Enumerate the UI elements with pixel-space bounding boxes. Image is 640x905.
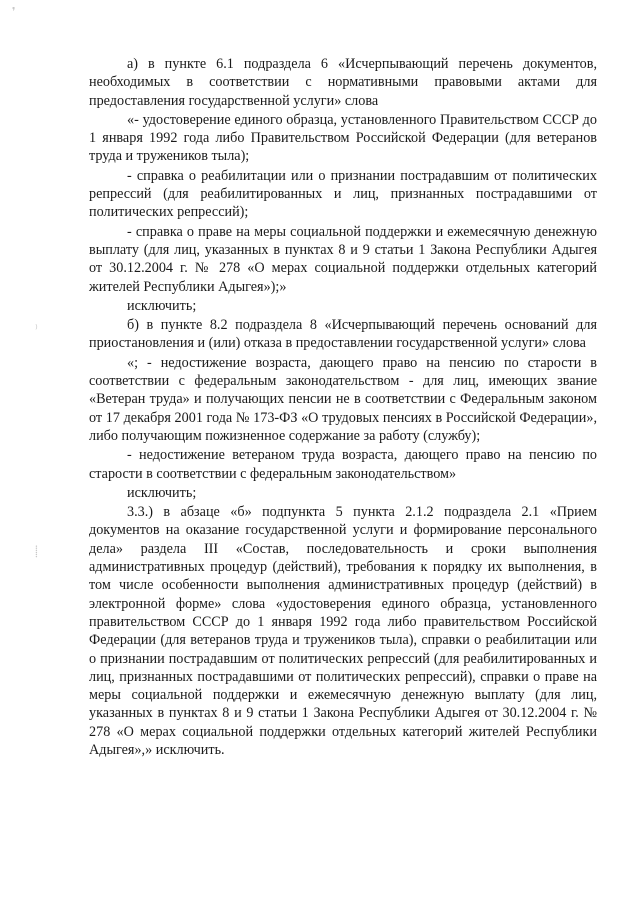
paragraph-social-support: - справка о праве на меры социальной поддержки и ежемесячную денежную выплату (для лиц, указанных в пунктах 8 и 9 статьи 1 Закона Республики Адыгея от 30.12.2004 г. № 278 «О мерах социальной поддержки отдельных категорий жителей Республики Адыгея»);»	[89, 223, 597, 295]
paragraph-exclude-1: исключить;	[127, 297, 197, 314]
paragraph-a: а) в пункте 6.1 подраздела 6 «Исчерпывающий перечень документов, необходимых в соответствии с нормативными правовыми актами для предоставления государственной услуги» слова	[89, 56, 597, 109]
scan-mark: ❜	[12, 5, 16, 18]
scan-mark: ⸽	[35, 545, 38, 558]
paragraph-age-requirement: «; - недостижение возраста, дающего право на пенсию по старости в соответствии с федеральным законодательством - для лиц, имеющих звание «Ветеран труда» и получающих пенсии не в соответствии с Федеральным законом от 17 декабря 2001 года № 173-ФЗ «О трудовых пенсиях в Российской Федерации», либо получающим пожизненное содержание за работу (службу);	[89, 354, 597, 444]
paragraph-exclude-2: исключить;	[127, 484, 197, 501]
document-body	[89, 55, 597, 759]
paragraph-3-3: 3.3.) в абзаце «б» подпункта 5 пункта 2.1.2 подраздела 2.1 «Прием документов на оказание государственной услуги и формирование персонального дела» раздела III «Состав, последовательность и сроки выполнения административных процедур (действий), требования к порядку их выполнения, в том числе особенности выполнения административных процедур (действий) в электронной форме» слова «удостоверения единого образца, установленного правительством СССР до 1 января 1992 года либо правительством Российской Федерации (для ветеранов труда и тружеников тыла), справки о реабилитации или о признании пострадавшим от политических репрессий (для реабилитированных и лиц, признанных пострадавшими от политических репрессий), справки о праве на меры социальной поддержки и ежемесячную денежную выплату (для лиц, указанных в пунктах 8 и 9 статьи 1 Закона Республики Адыгея от 30.12.2004 г. № 278 «О мерах социальной поддержки отдельных категорий жителей Республики Адыгея»,» исключить.	[89, 504, 597, 758]
paragraph-veteran-age: - недостижение ветераном труда возраста, дающего право на пенсию по старости в соответствии с федеральным законодательством»	[89, 447, 597, 482]
paragraph-quote-certificate: «- удостоверение единого образца, установленного Правительством СССР до 1 января 1992 года либо Правительством Российской Федерации (для ветеранов труда и тружеников тыла);	[89, 111, 597, 165]
paragraph-b: б) в пункте 8.2 подраздела 8 «Исчерпывающий перечень оснований для приостановления и (или) отказа в предоставлении государственной услуги» слова	[89, 317, 597, 352]
scan-mark: ⁾	[35, 322, 38, 335]
paragraph-rehabilitation: - справка о реабилитации или о признании пострадавшим от политических репрессий (для реабилитированных и лиц, признанных пострадавшими от политических репрессий);	[89, 167, 597, 221]
